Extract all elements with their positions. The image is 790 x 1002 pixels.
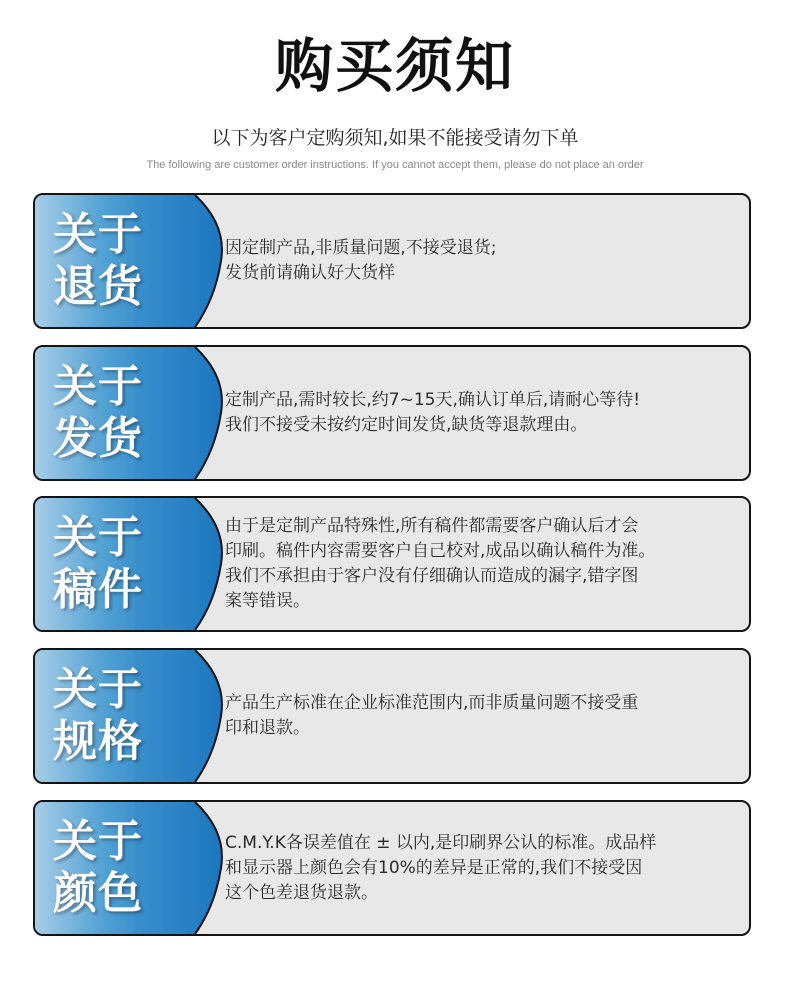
card-line: 我们不承担由于客户没有仔细确认而造成的漏字,错字图 xyxy=(225,566,639,586)
badge-label xyxy=(53,512,193,616)
badge-line-1: 关于 xyxy=(53,512,143,563)
card-text xyxy=(225,347,730,479)
card-line: 由于是定制产品特殊性,所有稿件都需要客户确认后才会 xyxy=(225,516,639,536)
badge-line-2: 退货 xyxy=(53,261,143,312)
badge-line-2: 规格 xyxy=(53,716,143,767)
card-artwork xyxy=(33,496,751,632)
card-line: 和显示器上颜色会有10%的差异是正常的,我们不接受因 xyxy=(225,857,643,878)
card-color xyxy=(33,800,751,936)
card-line: 印刷。稿件内容需要客户自己校对,成品以确认稿件为准。 xyxy=(225,541,656,561)
page-title: 购买须知 xyxy=(274,32,515,100)
card-returns xyxy=(33,193,751,329)
card-line: 因定制产品,非质量问题,不接受退货; xyxy=(225,238,497,258)
card-line: 这个色差退货退款。 xyxy=(225,882,378,903)
badge-label xyxy=(53,664,193,768)
card-specifications xyxy=(33,648,751,784)
card-text xyxy=(225,498,730,630)
badge-line-2: 稿件 xyxy=(53,564,143,615)
card-shipping xyxy=(33,345,751,481)
badge-label xyxy=(53,209,193,313)
card-text xyxy=(225,650,730,782)
badge-label xyxy=(53,816,193,920)
card-text xyxy=(225,195,730,327)
card-line: 我们不接受未按约定时间发货,缺货等退款理由。 xyxy=(225,415,588,435)
badge-label xyxy=(53,361,193,465)
subtitle-chinese: 以下为客户定购须知,如果不能接受请勿下单 xyxy=(211,127,579,149)
badge-line-1: 关于 xyxy=(53,209,143,260)
badge-line-1: 关于 xyxy=(53,361,143,412)
badge-line-1: 关于 xyxy=(53,664,143,715)
card-line: C.M.Y.K各误差值在 ± 以内,是印刷界公认的标准。成品样 xyxy=(225,832,657,853)
card-line: 定制产品,需时较长,约7~15天,确认订单后,请耐心等待! xyxy=(225,390,641,410)
subtitle-english: The following are customer order instructions. If you cannot accept them, please do not place an order xyxy=(146,159,644,171)
badge-line-2: 发货 xyxy=(53,413,143,464)
card-line: 印和退款。 xyxy=(225,718,310,738)
card-line: 案等错误。 xyxy=(225,591,310,611)
badge-line-2: 颜色 xyxy=(53,868,143,919)
card-text xyxy=(225,802,730,934)
card-line: 产品生产标准在企业标准范围内,而非质量问题不接受重 xyxy=(225,693,639,713)
card-line: 发货前请确认好大货样 xyxy=(225,263,395,283)
badge-line-1: 关于 xyxy=(53,816,143,867)
